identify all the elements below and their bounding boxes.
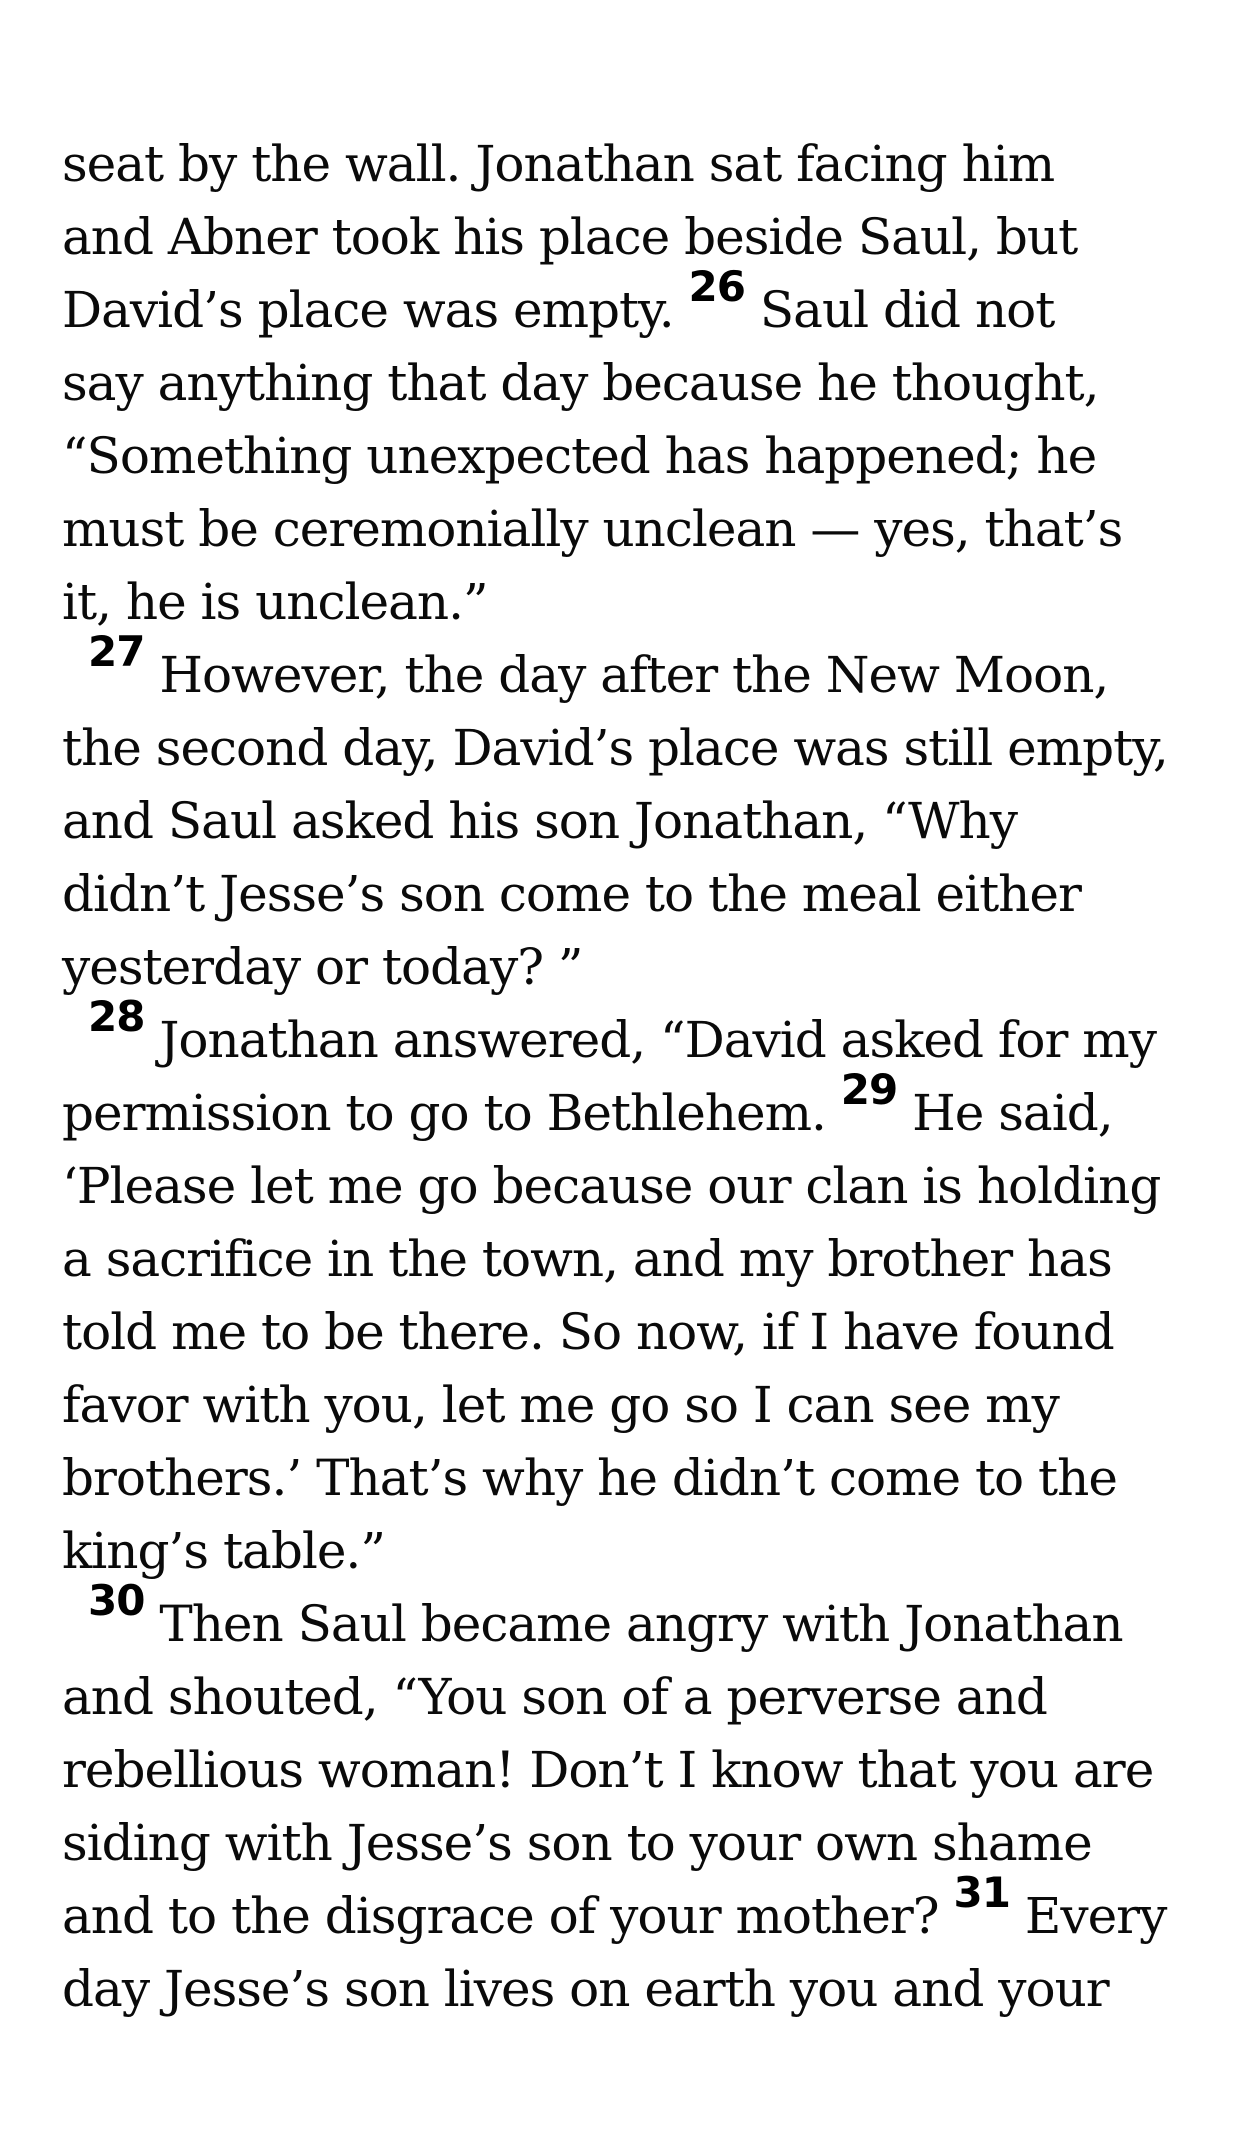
verse-text: king’s table.” — [62, 1522, 385, 1580]
verse-text: must be ceremonially unclean — yes, that’s — [62, 500, 1123, 558]
verse-text: favor with you, let me go so I can see my — [62, 1376, 1059, 1434]
text-line[interactable] — [62, 1442, 1184, 1515]
text-line[interactable] — [62, 712, 1184, 785]
verse-text: He said, — [897, 1084, 1113, 1142]
verse-text: and Abner took his place beside Saul, but — [62, 208, 1078, 266]
text-line[interactable] — [62, 1223, 1184, 1296]
verse-text: a sacrifice in the town, and my brother has — [62, 1230, 1112, 1288]
verse-text: ‘Please let me go because our clan is holding — [62, 1157, 1161, 1215]
verse-text: day Jesse’s son lives on earth you and your — [62, 1960, 1109, 2018]
verse-text: seat by the wall. Jonathan sat facing him — [62, 135, 1055, 193]
verse-number-29: 29 — [840, 1065, 898, 1114]
verse-text: David’s place was empty. — [62, 281, 689, 339]
verse-text: rebellious woman! Don’t I know that you are — [62, 1741, 1154, 1799]
verse-number-27: 27 — [88, 627, 145, 676]
text-line[interactable] — [62, 1150, 1184, 1223]
verse-text: permission to go to Bethlehem. — [62, 1084, 841, 1142]
text-line[interactable] — [62, 493, 1184, 566]
verse-text: told me to be there. So now, if I have found — [62, 1303, 1114, 1361]
verse-text: However, the day after the New Moon, — [144, 646, 1109, 704]
verse-text: brothers.’ That’s why he didn’t come to the — [62, 1449, 1117, 1507]
text-line[interactable] — [62, 201, 1184, 274]
verse-text: Every — [1009, 1887, 1167, 1945]
text-line[interactable] — [62, 1661, 1184, 1734]
text-line[interactable] — [62, 1953, 1184, 2026]
verse-text: say anything that day because he thought, — [62, 354, 1099, 412]
verse-number-30: 30 — [88, 1576, 145, 1625]
text-line[interactable] — [62, 627, 1184, 712]
verse-text: siding with Jesse’s son to your own shame — [62, 1814, 1092, 1872]
text-line[interactable] — [62, 858, 1184, 931]
text-line[interactable] — [62, 1515, 1184, 1588]
text-line[interactable] — [62, 420, 1184, 493]
text-line[interactable] — [62, 1807, 1184, 1880]
verse-text: it, he is unclean.” — [62, 573, 488, 631]
verse-text: “Something unexpected has happened; he — [62, 427, 1097, 485]
verse-number-28: 28 — [88, 992, 145, 1041]
verse-text: Then Saul became angry with Jonathan — [144, 1595, 1123, 1653]
text-line[interactable] — [62, 262, 1184, 347]
text-line[interactable] — [62, 931, 1184, 1004]
text-line[interactable] — [62, 1734, 1184, 1807]
verse-text: and shouted, “You son of a perverse and — [62, 1668, 1047, 1726]
text-line[interactable] — [62, 785, 1184, 858]
text-line[interactable] — [62, 347, 1184, 420]
text-line[interactable] — [62, 128, 1184, 201]
verse-text: and to the disgrace of your mother? — [62, 1887, 954, 1945]
verse-text: the second day, David’s place was still empty, — [62, 719, 1168, 777]
text-line[interactable] — [62, 992, 1184, 1077]
verse-text: and Saul asked his son Jonathan, “Why — [62, 792, 1017, 850]
verse-text: yesterday or today? ” — [62, 938, 583, 996]
text-line[interactable] — [62, 1369, 1184, 1442]
verse-number-26: 26 — [688, 262, 745, 311]
text-line[interactable] — [62, 1868, 1184, 1953]
verse-number-31: 31 — [953, 1868, 1010, 1917]
text-line[interactable] — [62, 566, 1184, 639]
verse-text: Jonathan answered, “David asked for my — [144, 1011, 1156, 1069]
text-line[interactable] — [62, 1296, 1184, 1369]
verse-text: Saul did not — [745, 281, 1055, 339]
scripture-text — [62, 128, 1184, 2026]
text-line[interactable] — [62, 1065, 1184, 1150]
verse-text: didn’t Jesse’s son come to the meal either — [62, 865, 1081, 923]
text-line[interactable] — [62, 1576, 1184, 1661]
